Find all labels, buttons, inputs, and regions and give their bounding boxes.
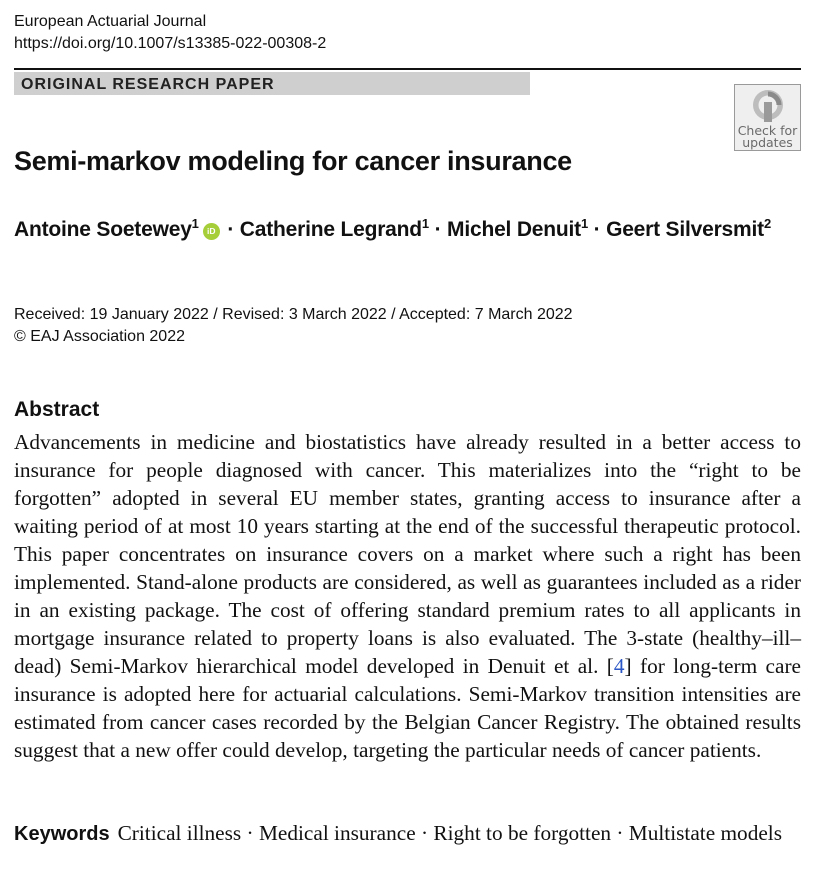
author-name[interactable]: Catherine Legrand [239,218,422,241]
keywords-list: Critical illness · Medical insurance · Right to be forgotten · Multistate models [117,821,782,845]
keywords-section [14,819,801,848]
author-affiliation: 1 [580,216,588,231]
journal-name: European Actuarial Journal [14,13,207,30]
abstract-body [14,428,801,764]
keywords-label: Keywords [14,823,110,845]
citation-link[interactable]: 4 [613,654,625,678]
doi-link[interactable]: https://doi.org/10.1007/s13385-022-00308-2 [14,35,327,52]
author-separator: · [434,218,442,241]
paper-title: Semi-markov modeling for cancer insurance [14,146,572,176]
author-name[interactable]: Antoine Soetewey [14,218,192,241]
author-affiliation: 1 [191,216,199,231]
crossmark-icon [751,88,785,122]
abstract-text: ] for long-term care insurance is adopted here for actuarial calculations. Semi-Markov transition intensities are estimated from cancer cases recorded by the Belgian Cancer Registry. The obtained results suggest that a new offer could develop, targeting the particular needs of cancer patients. [14,654,801,762]
author-separator: · [593,218,601,241]
date-history: Received: 19 January 2022 / Revised: 3 March 2022 / Accepted: 7 March 2022 [14,306,573,323]
abstract-text: Advancements in medicine and biostatistics have already resulted in a better access to insurance for people diagnosed with cancer. This materializes into the “right to be forgotten” adopted in several EU member states, granting access to insurance after a waiting period of at most 10 years starting at the end of the successful therapeutic protocol. This paper concentrates on insurance covers on a market where such a right has been implemented. Stand-alone products are considered, as well as guarantees included as a rider in an existing package. The cost of offering standard premium rates to all applicants in mortgage insurance related to property loans is also evaluated. The 3-state (healthy–ill–dead) Semi-Markov hierarchical model developed in Denuit et al. [ [14,430,801,678]
copyright-notice: © EAJ Association 2022 [14,328,185,345]
author-affiliation: 2 [763,216,771,231]
paper-type-banner: ORIGINAL RESEARCH PAPER [14,72,530,95]
author-list [14,218,771,242]
author-name[interactable]: Geert Silversmit [606,218,764,241]
check-for-updates-badge[interactable] [734,84,801,151]
journal-header [14,11,326,55]
author-separator: · [227,218,235,241]
author-affiliation: 1 [421,216,429,231]
abstract-heading: Abstract [14,398,100,421]
header-rule [14,68,801,70]
check-updates-label: Check for updates [737,123,798,150]
publication-dates [14,304,573,348]
author-name[interactable]: Michel Denuit [447,218,581,241]
orcid-icon[interactable]: iD [203,223,220,240]
